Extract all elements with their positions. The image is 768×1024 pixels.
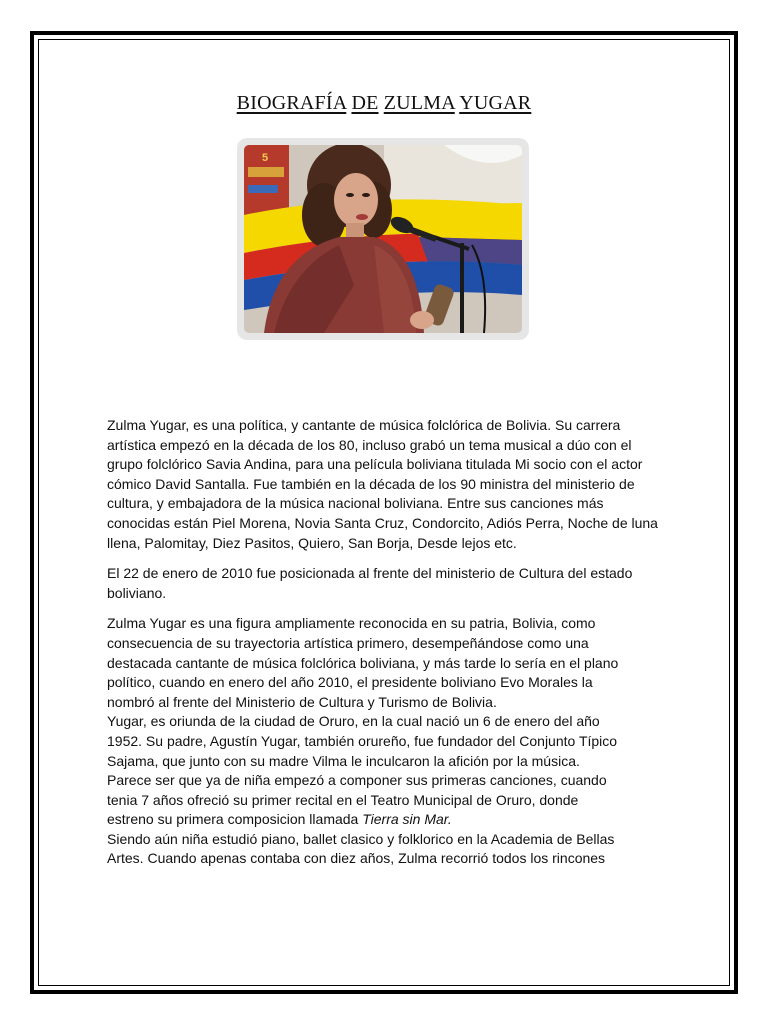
paragraph-origin	[107, 712, 667, 830]
composition-title: Tierra sin Mar.	[362, 811, 452, 828]
line: estreno su primera composicion llamada	[107, 811, 363, 828]
line: político, cuando en enero del año 2010, el presidente boliviano Evo Morales la	[107, 674, 593, 691]
line: destacada cantante de música folclórica boliviana, y más tarde lo sería en el plano	[107, 654, 619, 671]
paragraph-ministry: El 22 de enero de 2010 fue posicionada al frente del ministerio de Cultura del estado boliviano.	[107, 565, 633, 601]
line: 1952. Su padre, Agustín Yugar, también orureño, fue fundador del Conjunto Típico	[107, 732, 618, 749]
line: Sajama, que junto con su madre Vilma le inculcaron la afición por la música.	[107, 752, 580, 769]
line: consecuencia de su trayectoria artística primero, desempeñándose como una	[107, 634, 589, 651]
line: Siendo aún niña estudió piano, ballet clasico y folklorico en la Academia de Bellas	[107, 830, 615, 847]
portrait-photo	[244, 145, 522, 333]
biography-text	[107, 416, 667, 869]
document-title	[0, 92, 768, 115]
line: Parece ser que ya de niña empezó a componer sus primeras canciones, cuando	[107, 772, 607, 789]
title-word-2: DE	[351, 92, 379, 114]
line: Zulma Yugar es una figura ampliamente reconocida en su patria, Bolivia, como	[107, 615, 596, 632]
title-word-1: BIOGRAFÍA	[236, 92, 347, 114]
paragraph-intro: Zulma Yugar, es una política, y cantante de música folclórica de Bolivia. Su carrera artística empezó en la década de los 80, incluso grabó un tema musical a dúo con el grupo folclórico Savia Andina, para una película boliviana titulada Mi socio con el actor cómico David Santalla. Fue también en la década de los 90 ministra del ministerio de cultura, y embajadora de la música nacional boliviana. Entre sus canciones más conocidas están Piel Morena, Novia Santa Cruz, Condorcito, Adiós Perra, Noche de luna llena, Palomitay, Diez Pasitos, Quiero, San Borja, Desde lejos etc.	[107, 417, 658, 551]
paragraph-education	[107, 830, 667, 869]
line: tenia 7 años ofreció su primer recital en el Teatro Municipal de Oruro, donde	[107, 791, 579, 808]
poster-number: 5	[262, 152, 269, 164]
paragraph-recognition	[107, 614, 667, 712]
line: nombró al frente del Ministerio de Cultura y Turismo de Bolivia.	[107, 693, 497, 710]
line: Artes. Cuando apenas contaba con diez años, Zulma recorrió todos los rincones	[107, 850, 606, 867]
line: Yugar, es oriunda de la ciudad de Oruro, en la cual nació un 6 de enero del año	[107, 713, 600, 730]
title-word-4: YUGAR	[459, 92, 532, 114]
portrait-photo-frame	[237, 138, 529, 340]
title-word-3: ZULMA	[383, 92, 455, 114]
